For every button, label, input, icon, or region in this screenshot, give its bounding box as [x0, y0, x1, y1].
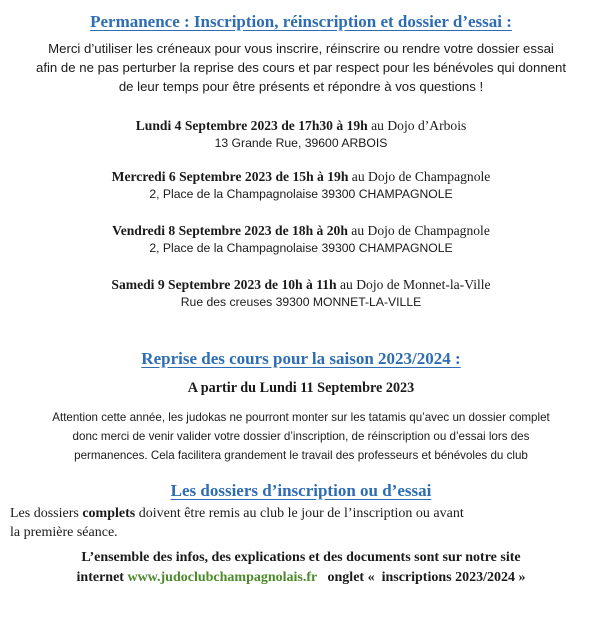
dossiers-text-bold: complets [82, 506, 136, 521]
note-line: permanences. Cela facilitera grandement le travail des professeurs et bénévoles du club [74, 449, 528, 462]
info-line: L’ensemble des infos, des explications et des documents sont sur notre site [81, 550, 521, 565]
info-paragraph [0, 548, 602, 588]
event-when: Samedi 9 Septembre 2023 de 10h à 11h [111, 277, 337, 292]
event-address: 13 Grande Rue, 39600 ARBOIS [214, 136, 388, 150]
event-address: Rue des creuses 39300 MONNET-LA-VILLE [180, 295, 422, 309]
event-item [0, 276, 602, 311]
event-when: Mercredi 6 Septembre 2023 de 15h à 19h [111, 169, 349, 184]
event-where: au Dojo de Champagnole [348, 169, 491, 184]
event-item [0, 168, 602, 203]
event-where: au Dojo d’Arbois [367, 118, 467, 133]
website-link[interactable]: www.judoclubchampagnolais.fr [127, 570, 318, 585]
event-address: 2, Place de la Champagnolaise 39300 CHAMPAGNOLE [149, 241, 453, 255]
event-address: 2, Place de la Champagnolaise 39300 CHAMPAGNOLE [149, 187, 453, 201]
intro-line: Merci d’utiliser les créneaux pour vous inscrire, réinscrire ou rendre votre dossier essai [48, 41, 554, 56]
intro-line: de leur temps pour être présents et répondre à vos questions ! [118, 79, 484, 94]
event-when: Vendredi 8 Septembre 2023 de 18h à 20h [112, 223, 348, 238]
info-line-pre: internet [76, 570, 128, 585]
permanence-intro [0, 39, 602, 96]
event-item [0, 117, 602, 152]
dossiers-text [10, 504, 595, 542]
note-line: Attention cette année, les judokas ne pourront monter sur les tatamis qu’avec un dossier complet [52, 411, 550, 424]
note-line: donc merci de venir valider votre dossier d’inscription, de réinscription ou d’essai lors des [72, 430, 530, 443]
dossiers-text-line2: la première séance. [10, 525, 118, 540]
reprise-start: A partir du Lundi 11 Septembre 2023 [187, 380, 415, 396]
reprise-heading: Reprise des cours pour la saison 2023/2024 : [141, 349, 461, 368]
permanence-heading: Permanence : Inscription, réinscription et dossier d’essai : [90, 12, 512, 31]
dossiers-text-post: doivent être remis au club le jour de l’inscription ou avant [135, 506, 464, 521]
reprise-note [0, 408, 602, 465]
event-where: au Dojo de Champagnole [347, 223, 490, 238]
event-item [0, 222, 602, 257]
info-line-post: onglet « inscriptions 2023/2024 » [317, 570, 526, 585]
dossiers-text-pre: Les dossiers [10, 506, 83, 521]
dossiers-heading: Les dossiers d’inscription ou d’essai [170, 481, 432, 500]
event-when: Lundi 4 Septembre 2023 de 17h30 à 19h [135, 118, 368, 133]
event-where: au Dojo de Monnet-la-Ville [336, 277, 491, 292]
intro-line: afin de ne pas perturber la reprise des cours et par respect pour les bénévoles qui donnent [35, 60, 567, 75]
